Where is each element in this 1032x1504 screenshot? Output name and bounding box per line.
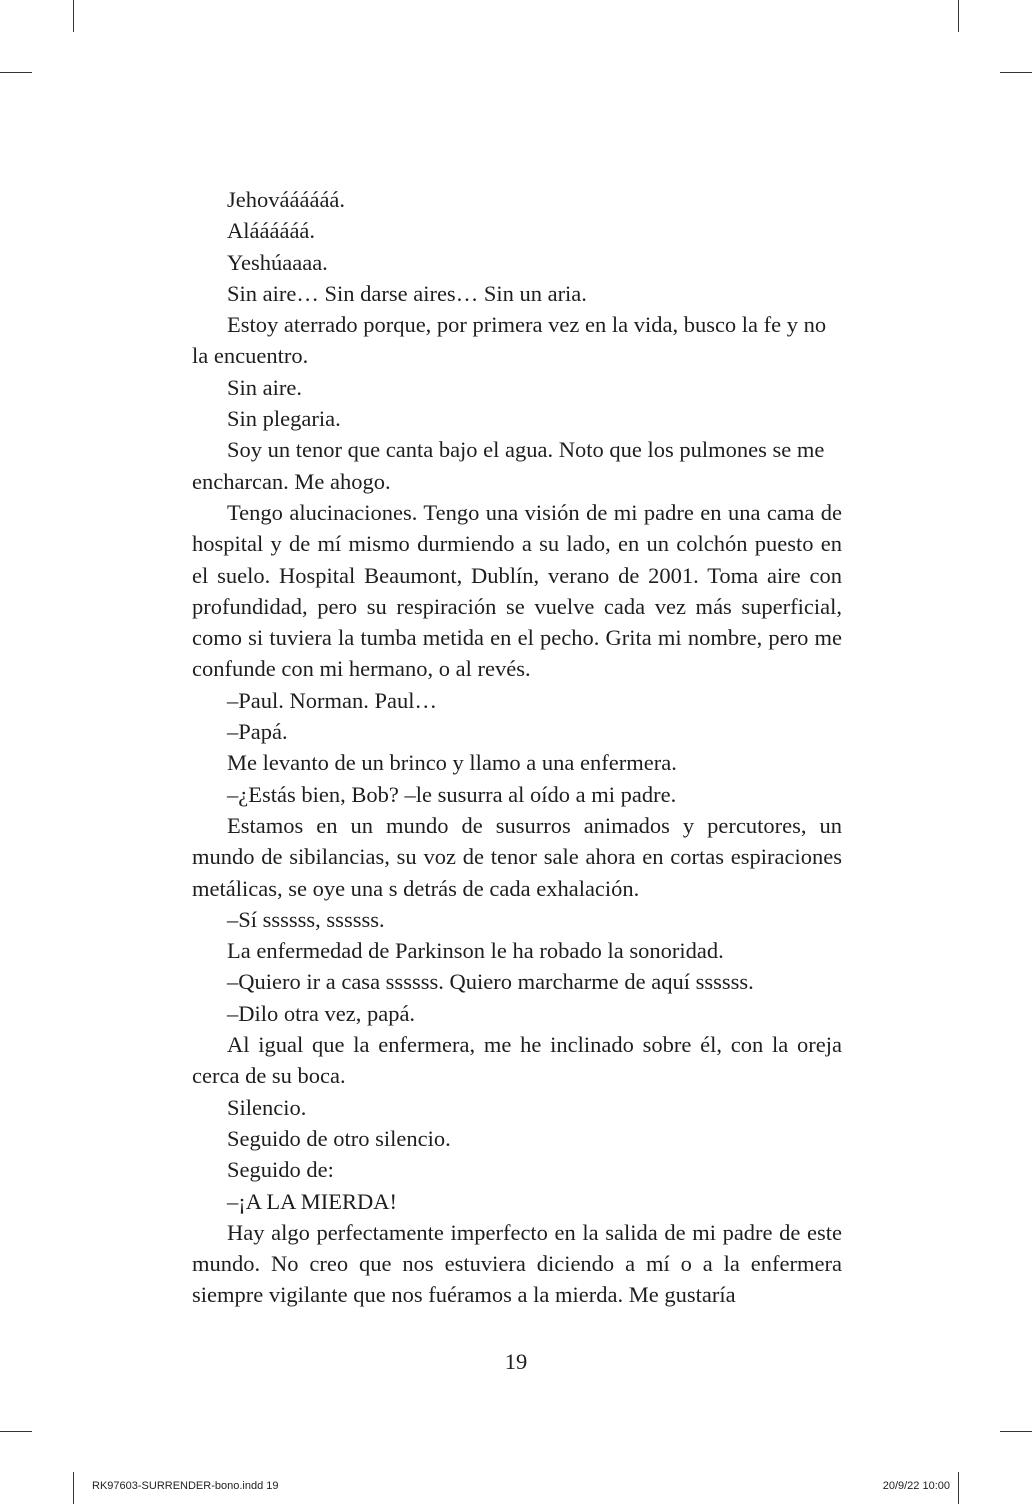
paragraph: Jehováááááá. [227, 187, 346, 212]
print-slug-date: 20/9/22 10:00 [882, 1480, 950, 1492]
crop-mark [958, 1472, 959, 1504]
paragraph: Hay algo perfectamente imperfecto en la salida de mi padre de este mundo. No creo que nos estuviera diciendo a mí o a la enfermera siempre vigilante que nos fuéramos a la mierda. Me gustaría [192, 1219, 842, 1308]
print-slug-filename: RK97603-SURRENDER-bono.indd 19 [92, 1480, 279, 1492]
paragraph: Sin aire. [227, 374, 302, 400]
paragraph: La enfermedad de Parkinson le ha robado la sonoridad. [227, 938, 724, 964]
dialogue-line: –Dilo otra vez, papá. [227, 1000, 416, 1026]
paragraph: Sin aire… Sin darse aires… Sin un aria. [227, 280, 587, 306]
paragraph: Me levanto de un brinco y llamo a una enfermera. [227, 750, 677, 776]
paragraph: Estamos en un mundo de susurros animados y percutores, un mundo de sibilancias, su voz de tenor sale ahora en cortas espiraciones metálicas, se oye una s detrás de cada exhalación. [192, 812, 842, 901]
crop-mark [73, 0, 74, 32]
crop-mark [1000, 72, 1032, 73]
dialogue-line: –¿Estás bien, Bob? –le susurra al oído a mi padre. [227, 781, 677, 807]
page-number: 19 [504, 1349, 528, 1374]
body-text [192, 184, 842, 1311]
crop-mark [958, 0, 959, 32]
paragraph: Aláááááá. [227, 218, 316, 244]
crop-mark [0, 72, 32, 73]
dialogue-line: –Papá. [227, 719, 288, 745]
paragraph: Seguido de: [227, 1157, 334, 1183]
paragraph: Al igual que la enfermera, me he inclinado sobre él, con la oreja cerca de su boca. [192, 1032, 842, 1089]
dialogue-line: –¡A LA MIERDA! [227, 1188, 397, 1214]
paragraph: Yeshúaaaa. [227, 249, 328, 275]
paragraph: Sin plegaria. [227, 406, 341, 432]
dialogue-line: –Sí ssssss, ssssss. [227, 906, 385, 932]
dialogue-line: –Quiero ir a casa ssssss. Quiero marcharme de aquí ssssss. [227, 969, 754, 995]
paragraph: Tengo alucinaciones. Tengo una visión de mi padre en una cama de hospital y de mí mismo durmiendo a su lado, en un colchón puesto en el suelo. Hospital Beaumont, Dublín, verano de 2001. Toma aire con profundidad, pero su respiración se vuelve cada vez más superficial, como si tuviera la tumba metida en el pecho. Grita mi nombre, pero me confunde con mi hermano, o al revés. [192, 499, 842, 682]
crop-mark [1000, 1431, 1032, 1432]
paragraph: Silencio. [227, 1094, 307, 1120]
paragraph: Seguido de otro silencio. [227, 1125, 451, 1151]
paragraph: Estoy aterrado porque, por primera vez en la vida, busco la fe y no la encuentro. [192, 312, 827, 369]
dialogue-line: –Paul. Norman. Paul… [227, 687, 437, 713]
crop-mark [0, 1431, 32, 1432]
paragraph: Soy un tenor que canta bajo el agua. Noto que los pulmones se me encharcan. Me ahogo. [192, 437, 825, 494]
crop-mark [73, 1472, 74, 1504]
